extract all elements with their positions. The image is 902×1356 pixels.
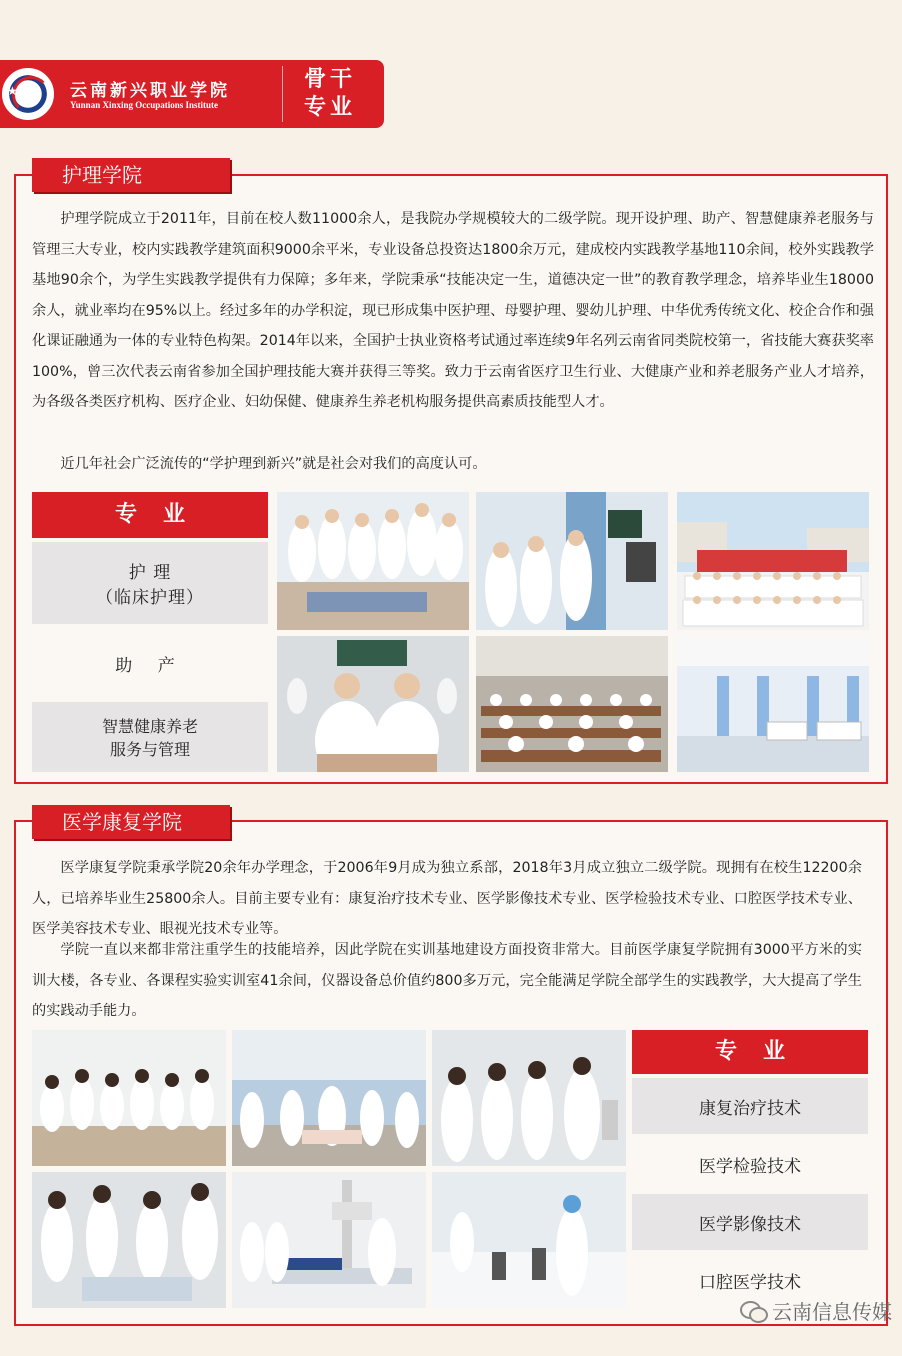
photo-rehab-imaging-room: [232, 1172, 426, 1308]
watermark: [740, 1296, 902, 1325]
major-item-midwifery: [32, 632, 268, 694]
major-item-label: 康复治疗技术: [699, 1098, 801, 1119]
nursing-intro-paragraph: 护理学院成立于2011年，目前在校人数11000余人，是我院办学规模较大的二级学院。现开设护理、助产、智慧健康养老服务与管理三大专业，校内实践教学建筑面积9000余平米，专业设备总投资达1800余万元，建成校内实践教学基地110余间，校外实践教学基地90余个，为学生实践教学提供有力保障；多年来，学院秉承“技能决定一生，道德决定一世”的教育教学理念，培养毕业生18000余人，就业率均在95%以上。经过多年的办学积淀，现已形成集中医护理、母婴护理、婴幼儿护理、中华优秀传统文化、校企合作和强化课证融通为一体的专业特色构架。2014年以来，全国护士执业资格考试通过率连续9年名列云南省同类院校第一，省技能大赛获奖率100%，曾三次代表云南省参加全国护理技能大赛并获得三等奖。致力于云南省医疗卫生行业、大健康产业和养老服务产业人才培养，为各级各类医疗机构、医疗企业、妇幼保健、健康养生养老机构服务提供高素质技能型人才。: [32, 211, 874, 410]
school-name-en: Yunnan Xinxing Occupations Institute: [70, 100, 218, 110]
major-item-nursing: [32, 542, 268, 624]
photo-rehab-lecture: [32, 1030, 226, 1166]
watermark-text: 云南信息传媒: [772, 1300, 892, 1324]
major-item-label: 口腔医学技术: [699, 1272, 801, 1293]
header-tag: [300, 66, 360, 122]
school-name-cn: 云南新兴职业学院: [70, 81, 230, 101]
major-item-label: 智慧健康养老: [101, 717, 198, 736]
photo-rehab-dental-practice: [32, 1172, 226, 1308]
school-logo: ★: [2, 68, 54, 120]
major-item-rehab-therapy: [632, 1078, 868, 1134]
major-item-label: 医学影像技术: [699, 1214, 801, 1235]
rehab-intro-paragraph: 医学康复学院秉承学院20余年办学理念，于2006年9月成为独立系部，2018年3月成立独立二级学院。现拥有在校生12200余人，已培养毕业生25800余人。目前主要专业有：康复治疗技术专业、医学影像技术专业、医学检验技术专业、口腔医学技术专业、医学美容技术专业、眼视光技术专业等。: [32, 860, 862, 937]
photo-nursing-lab: [476, 492, 668, 630]
header-divider: [282, 66, 283, 122]
rehab-training-paragraph: 学院一直以来都非常注重学生的技能培养，因此学院在实训基地建设方面投资非常大。目前医学康复学院拥有3000平方米的实训大楼，各专业、各课程实验实训室41余间，仪器设备总价值约800多万元，完全能满足学院全部学生的实践教学，大大提高了学生的实践动手能力。: [32, 942, 862, 1019]
photo-nursing-ward: [677, 636, 869, 772]
header-tag-line2: 专业: [303, 95, 356, 120]
nursing-majors-header: 专业: [32, 492, 268, 538]
major-item-eldercare: [32, 702, 268, 772]
photo-rehab-lab-demo: [432, 1030, 626, 1166]
photo-nursing-classroom: [277, 636, 469, 772]
nursing-section-title: 护理学院: [32, 158, 230, 192]
photo-nursing-practice: [277, 492, 469, 630]
header-tag-line1: 骨干: [303, 67, 356, 92]
major-item-label: 医学检验技术: [699, 1156, 801, 1177]
major-item-label: 护 理: [128, 563, 172, 583]
major-item-label: 助 产: [115, 655, 185, 676]
nursing-reputation-paragraph: 近几年社会广泛流传的“学护理到新兴”就是社会对我们的高度认可。: [60, 456, 487, 472]
major-item-imaging: [632, 1194, 868, 1250]
wechat-icon: [740, 1301, 766, 1321]
major-item-lab-testing: [632, 1138, 868, 1190]
photo-nursing-group: [677, 492, 869, 630]
rehab-majors-header: 专业: [632, 1030, 868, 1074]
rehab-section-title: 医学康复学院: [32, 805, 230, 839]
photo-nursing-training-hall: [476, 636, 668, 772]
header-banner: [0, 60, 384, 128]
photo-rehab-therapy-room: [232, 1030, 426, 1166]
major-item-sublabel: （临床护理）: [96, 588, 204, 608]
photo-rehab-microscope-lab: [432, 1172, 626, 1308]
major-item-sublabel: 服务与管理: [109, 740, 190, 759]
